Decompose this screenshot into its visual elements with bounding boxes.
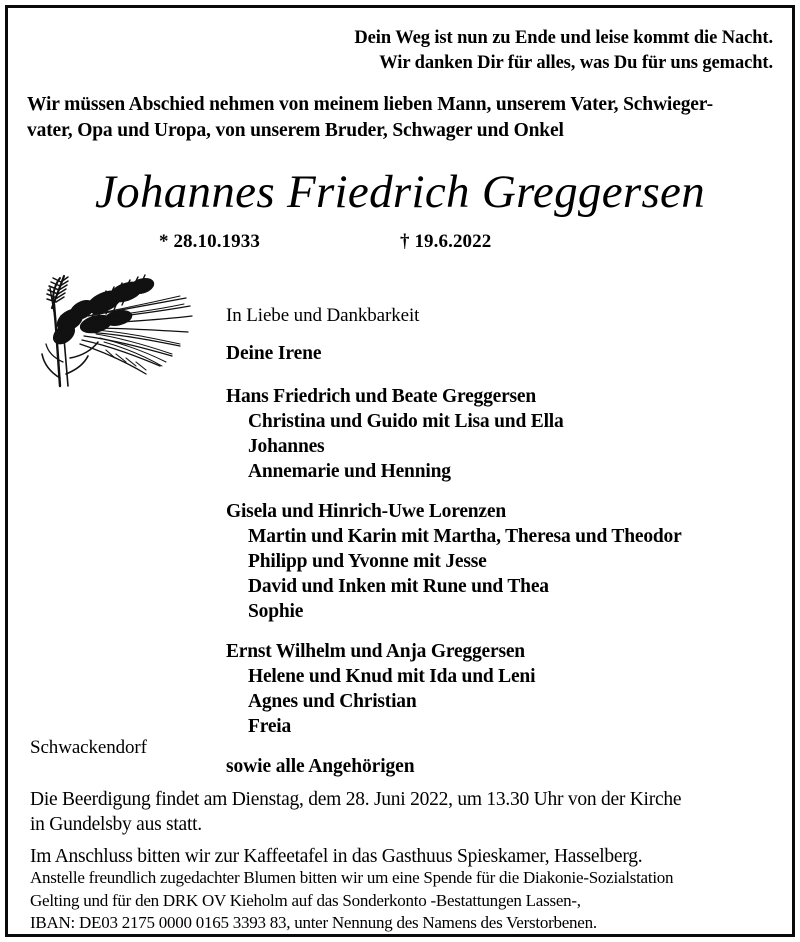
donation-line: Gelting und für den DRK OV Kieholm auf das Sonderkonto -Bestattungen Lassen-, bbox=[30, 890, 581, 910]
wheat-ears-icon bbox=[30, 258, 210, 388]
funeral-line: in Gundelsby aus statt. bbox=[30, 814, 202, 835]
family-head: Ernst Wilhelm und Anja Greggersen bbox=[226, 641, 525, 662]
announcement-line: Wir müssen Abschied nehmen von meinem lieben Mann, unserem Vater, Schwieger- bbox=[27, 94, 713, 115]
notice-content bbox=[8, 8, 792, 934]
place-name: Schwackendorf bbox=[30, 737, 147, 758]
family-member: Christina und Guido mit Lisa und Ella bbox=[248, 411, 564, 432]
family-group bbox=[226, 499, 786, 624]
family-member: Philipp und Yvonne mit Jesse bbox=[248, 551, 487, 572]
memorial-verse bbox=[354, 26, 773, 76]
family-member: Agnes und Christian bbox=[248, 691, 417, 712]
notice-border-frame bbox=[5, 5, 795, 937]
family-member: David und Inken mit Rune und Thea bbox=[248, 576, 549, 597]
mourners-list bbox=[226, 304, 786, 779]
family-member: Johannes bbox=[248, 436, 325, 457]
funeral-details bbox=[30, 787, 780, 869]
family-head: Gisela und Hinrich-Uwe Lorenzen bbox=[226, 501, 506, 522]
all-relatives-text: sowie alle Angehörigen bbox=[226, 756, 415, 777]
announcement-line: vater, Opa und Uropa, von unserem Bruder, Schwager und Onkel bbox=[27, 120, 564, 141]
family-member: Sophie bbox=[248, 601, 304, 622]
family-member: Annemarie und Henning bbox=[248, 461, 451, 482]
donation-request bbox=[30, 867, 786, 935]
life-dates bbox=[8, 231, 792, 253]
dedication-text: In Liebe und Dankbarkeit bbox=[226, 305, 420, 326]
donation-iban-line: IBAN: DE03 2175 0000 0165 3393 83, unter Nennung des Namens des Verstorbenen. bbox=[30, 913, 597, 932]
announcement-text bbox=[27, 92, 767, 144]
family-member: Helene und Knud mit Ida und Leni bbox=[248, 666, 536, 687]
family-member: Martin und Karin mit Martha, Theresa und Theodor bbox=[248, 526, 682, 547]
deceased-name: Johannes Friedrich Greggersen bbox=[95, 166, 705, 218]
donation-line: Anstelle freundlich zugedachter Blumen bitten wir um eine Spende für die Diakonie-Sozialstation bbox=[30, 868, 674, 887]
death-date: † 19.6.2022 bbox=[400, 231, 492, 252]
family-member: Freia bbox=[248, 716, 292, 737]
reception-line: Im Anschluss bitten wir zur Kaffeetafel in das Gasthuus Spieskamer, Hasselberg. bbox=[30, 846, 643, 867]
spacer bbox=[30, 837, 780, 844]
widow-name: Deine Irene bbox=[226, 343, 322, 364]
funeral-line: Die Beerdigung findet am Dienstag, dem 28. Juni 2022, um 13.30 Uhr von der Kirche bbox=[30, 789, 682, 810]
birth-date: * 28.10.1933 bbox=[159, 231, 260, 252]
family-head: Hans Friedrich und Beate Greggersen bbox=[226, 386, 537, 407]
family-group bbox=[226, 639, 786, 739]
verse-line: Wir danken Dir für alles, was Du für uns gemacht. bbox=[379, 53, 773, 73]
verse-line: Dein Weg ist nun zu Ende und leise kommt die Nacht. bbox=[354, 28, 773, 48]
family-group bbox=[226, 384, 786, 484]
